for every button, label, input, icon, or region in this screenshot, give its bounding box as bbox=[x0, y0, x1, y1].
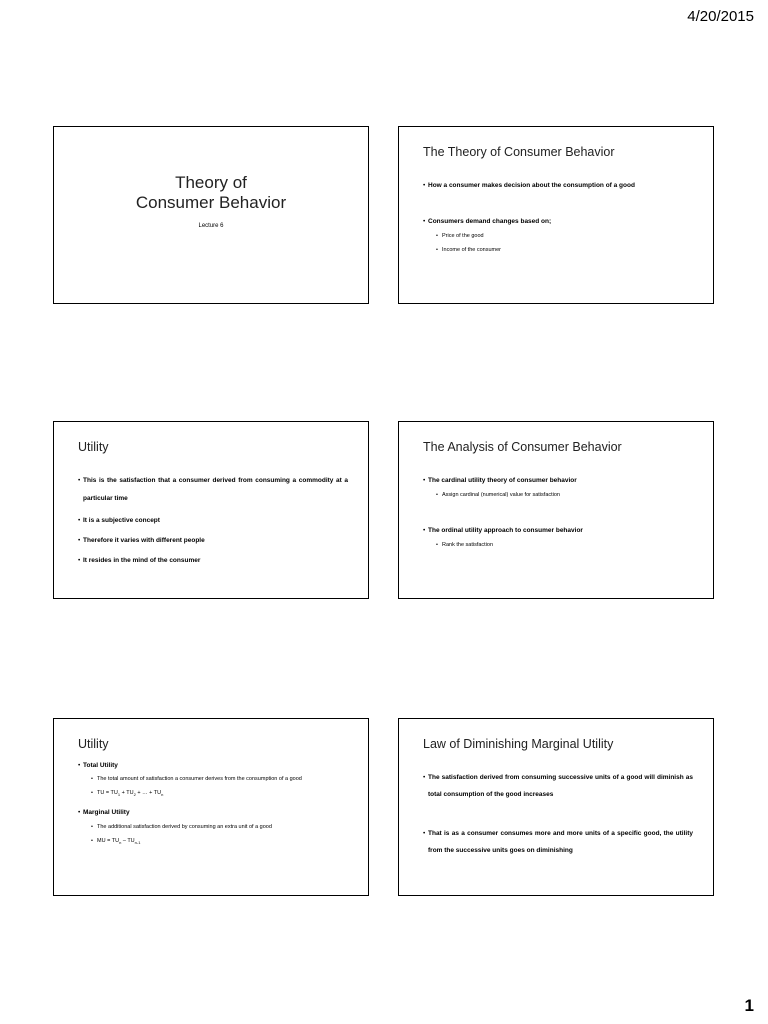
slide-title: Theory of Consumer Behavior bbox=[135, 173, 287, 212]
formula-text: – TU bbox=[121, 838, 135, 845]
slide-2 bbox=[398, 126, 714, 304]
slide-body bbox=[423, 769, 693, 859]
formula-subscript: n bbox=[119, 840, 122, 846]
sub-bullet: • Income of the consumer bbox=[423, 243, 693, 257]
sub-bullet-formula bbox=[78, 786, 348, 802]
page-date: 4/20/2015 bbox=[687, 8, 754, 25]
formula-text: TU = TU bbox=[97, 790, 118, 796]
formula-subscript: n-1 bbox=[134, 840, 141, 846]
bullet: • Consumers demand changes based on; bbox=[423, 215, 693, 229]
formula-text: MU = TU bbox=[97, 838, 120, 845]
slide-6 bbox=[398, 718, 714, 896]
formula-subscript: 2 bbox=[133, 792, 136, 798]
slide-body bbox=[423, 474, 693, 552]
slide-5 bbox=[53, 718, 369, 896]
slide-4 bbox=[398, 421, 714, 599]
slide-body bbox=[423, 179, 693, 257]
slide-title: Utility bbox=[78, 440, 109, 454]
slide-title: The Analysis of Consumer Behavior bbox=[423, 440, 622, 454]
slide-title: The Theory of Consumer Behavior bbox=[423, 145, 615, 159]
bullet: • This is the satisfaction that a consumer derived from consuming a commodity at a particular time bbox=[78, 472, 348, 508]
formula-text: + … + TU bbox=[135, 790, 162, 796]
formula-subscript: n bbox=[161, 792, 164, 798]
bullet: • The cardinal utility theory of consumer behavior bbox=[423, 474, 693, 488]
slide-subtitle: Lecture 6 bbox=[198, 223, 224, 229]
bullet: • It resides in the mind of the consumer bbox=[78, 552, 348, 570]
sub-bullet: • Rank the satisfaction bbox=[423, 538, 693, 552]
formula-subscript: 1 bbox=[117, 792, 121, 798]
bullet: • Total Utility bbox=[78, 759, 348, 773]
slide-3 bbox=[53, 421, 369, 599]
bullet: • Marginal Utility bbox=[78, 806, 348, 820]
slide-body bbox=[78, 472, 348, 570]
bullet: • Therefore it varies with different people bbox=[78, 530, 348, 552]
sub-bullet: • The additional satisfaction derived by consuming an extra unit of a good bbox=[78, 820, 348, 834]
slide-title: Law of Diminishing Marginal Utility bbox=[423, 737, 614, 751]
bullet: • It is a subjective concept bbox=[78, 512, 348, 530]
sub-bullet: • Price of the good bbox=[423, 229, 693, 243]
page-number: 1 bbox=[744, 996, 754, 1015]
bullet: • The ordinal utility approach to consumer behavior bbox=[423, 524, 693, 538]
bullet: • That is as a consumer consumes more and more units of a specific good, the utility from the successive units goes on diminishing bbox=[423, 825, 693, 859]
formula-text: + TU bbox=[120, 790, 134, 796]
slide-body bbox=[78, 759, 348, 850]
sub-bullet: • The total amount of satisfaction a consumer derives from the consumption of a good bbox=[78, 773, 348, 786]
slide-title: Utility bbox=[78, 737, 109, 751]
bullet: • How a consumer makes decision about the consumption of a good bbox=[423, 179, 693, 193]
sub-bullet-formula bbox=[78, 834, 348, 850]
slide-1 bbox=[53, 126, 369, 304]
sub-bullet: • Assign cardinal (numerical) value for satisfaction bbox=[423, 488, 693, 502]
bullet: • The satisfaction derived from consuming successive units of a good will diminish as total consumption of the good increases bbox=[423, 769, 693, 803]
